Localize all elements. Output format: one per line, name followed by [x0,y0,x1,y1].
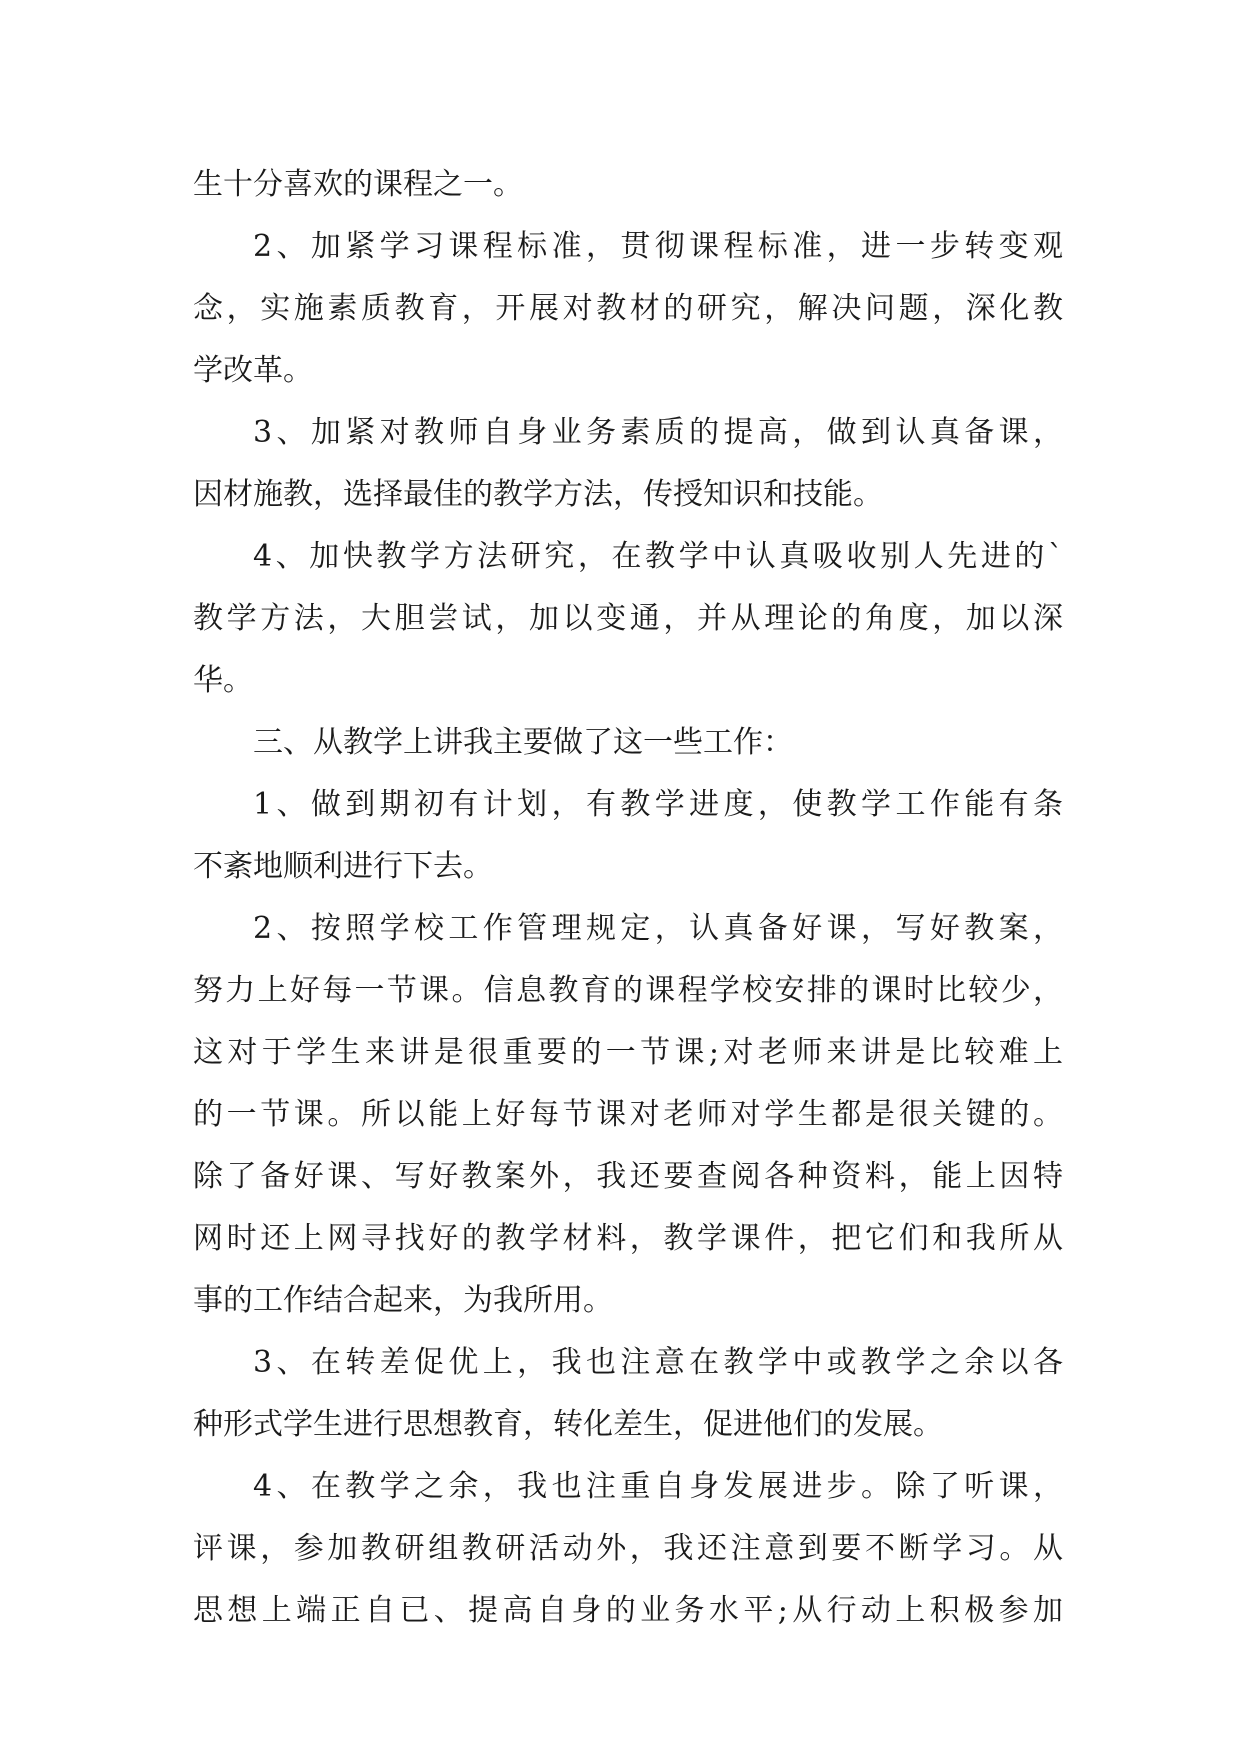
text-line: 4、在教学之余，我也注重自身发展进步。除了听课， [253,1469,1063,1504]
text-line: 生十分喜欢的课程之一。 [193,167,523,202]
text-line: 评课，参加教研组教研活动外，我还注意到要不断学习。从 [193,1531,1063,1566]
text-line: 2、加紧学习课程标准，贯彻课程标准，进一步转变观 [253,229,1063,264]
text-line: 种形式学生进行思想教育，转化差生，促进他们的发展。 [193,1407,943,1442]
text-line: 2、按照学校工作管理规定，认真备好课，写好教案， [253,911,1063,946]
document-body [193,154,1063,1642]
text-line: 不紊地顺利进行下去。 [193,849,493,884]
text-line: 学改革。 [193,353,313,388]
text-line: 教学方法，大胆尝试，加以变通，并从理论的角度，加以深 [193,601,1063,636]
text-line: 努力上好每一节课。信息教育的课程学校安排的课时比较少， [193,973,1063,1008]
text-line: 的一节课。所以能上好每节课对老师对学生都是很关键的。 [193,1097,1063,1132]
text-line: 念，实施素质教育，开展对教材的研究，解决问题，深化教 [193,291,1063,326]
text-line: 三、从教学上讲我主要做了这一些工作： [253,725,793,760]
text-line: 因材施教，选择最佳的教学方法，传授知识和技能。 [193,477,883,512]
text-line: 思想上端正自已、提高自身的业务水平;从行动上积极参加 [193,1593,1063,1628]
text-line: 华。 [193,663,253,698]
text-line: 事的工作结合起来，为我所用。 [193,1283,613,1318]
text-line: 3、加紧对教师自身业务素质的提高，做到认真备课， [253,415,1063,450]
text-line: 除了备好课、写好教案外，我还要查阅各种资料，能上因特 [193,1159,1063,1194]
text-line: 网时还上网寻找好的教学材料，教学课件，把它们和我所从 [193,1221,1063,1256]
text-line: 3、在转差促优上，我也注意在教学中或教学之余以各 [253,1345,1063,1380]
text-line: 1、做到期初有计划，有教学进度，使教学工作能有条 [253,787,1063,822]
text-line: 这对于学生来讲是很重要的一节课;对老师来讲是比较难上 [193,1035,1063,1070]
text-line: 4、加快教学方法研究，在教学中认真吸收别人先进的` [253,539,1063,574]
